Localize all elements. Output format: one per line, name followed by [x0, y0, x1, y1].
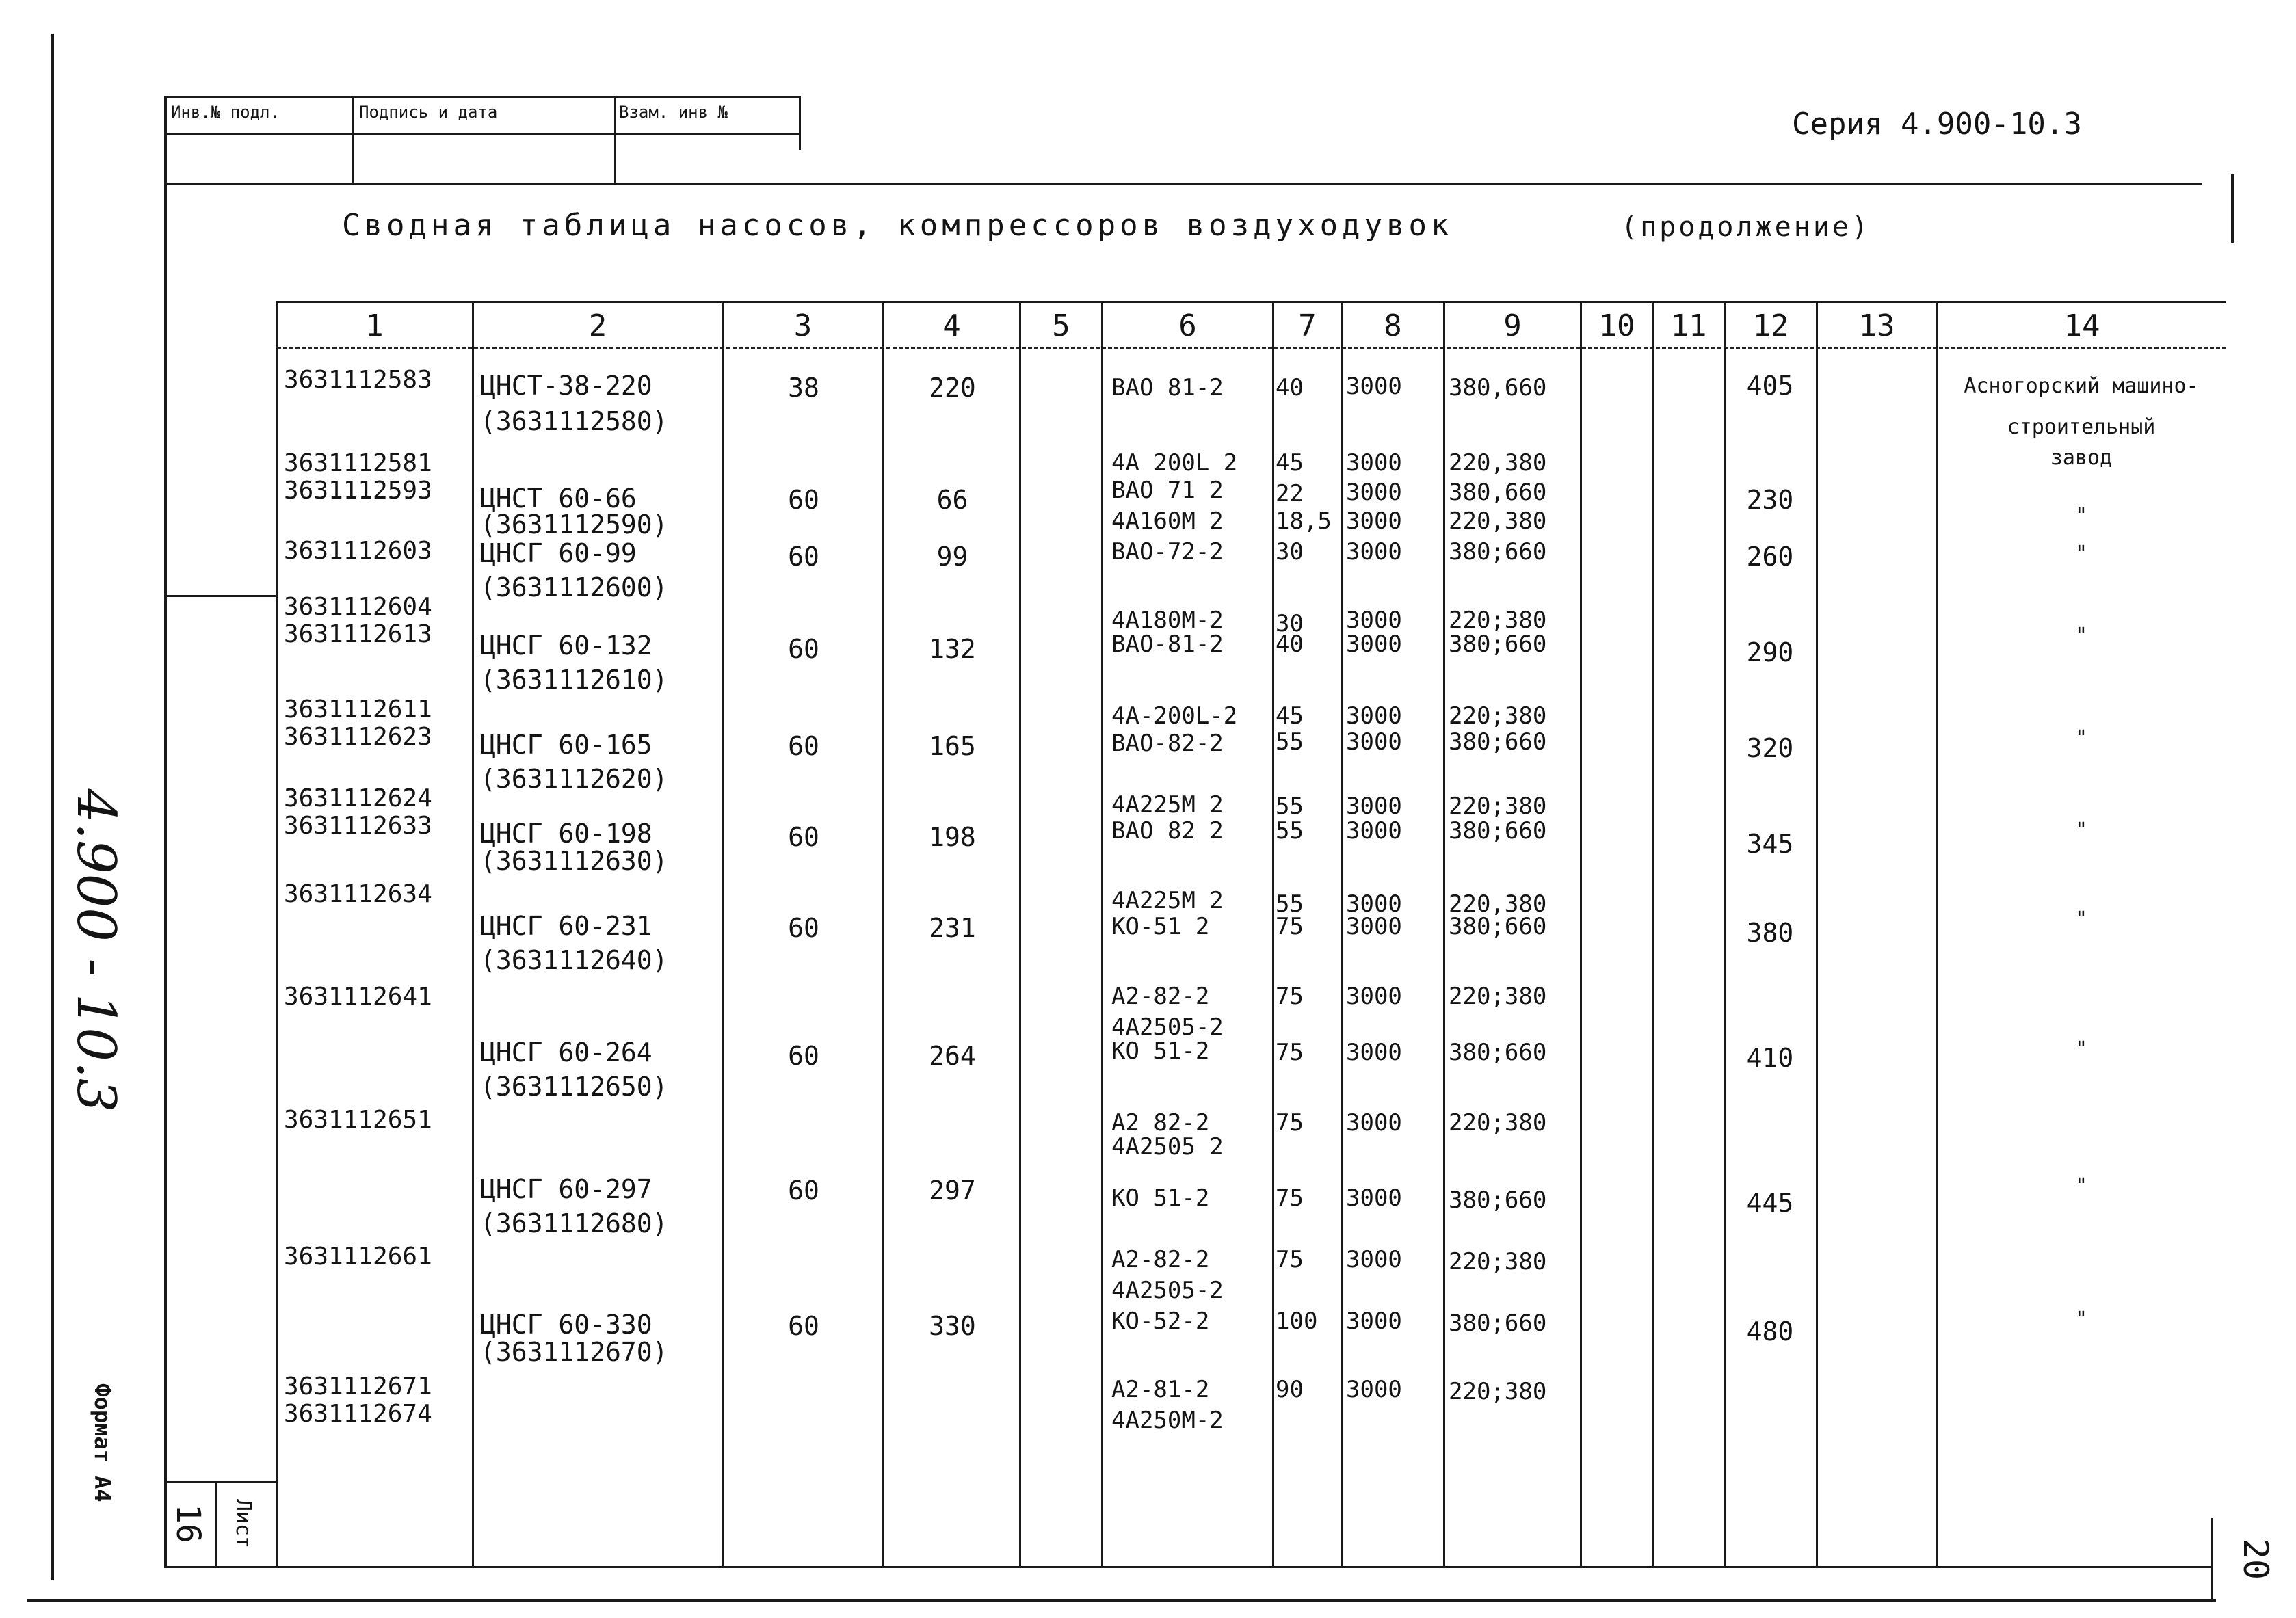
cell-mass: 260	[1746, 542, 1794, 572]
cell-voltage: 220;380	[1449, 702, 1547, 730]
col-sep-9	[1580, 301, 1582, 1566]
cell-motor: КО 51-2	[1111, 1184, 1210, 1212]
cell-motor: ВАО 82 2	[1111, 817, 1224, 845]
cell-mass: 230	[1746, 485, 1794, 515]
cell-pump-model: ЦНСГ 60-297	[480, 1174, 652, 1204]
cell-capacity: 60	[788, 542, 819, 572]
cell-pump-model: ЦНСГ 60-264	[480, 1037, 652, 1067]
cell-capacity: 60	[788, 731, 819, 761]
cell-pump-model: ЦНСГ 60-231	[480, 911, 652, 941]
cell-head: 66	[936, 485, 968, 515]
col-sep-7	[1341, 301, 1343, 1566]
cell-rpm: 3000	[1346, 373, 1402, 400]
cell-rpm: 3000	[1346, 817, 1402, 845]
col-sep-5	[1101, 301, 1103, 1566]
sheet-box-top	[164, 1481, 277, 1483]
cell-motor: 4А2505-2	[1111, 1277, 1224, 1304]
cell-power: 40	[1276, 631, 1304, 658]
cell-motor: ВАО-72-2	[1111, 538, 1224, 566]
cell-motor: ВАО 71 2	[1111, 477, 1224, 504]
cell-mass: 320	[1746, 733, 1794, 763]
cell-motor: А2 82-2	[1111, 1109, 1210, 1137]
cell-pump-model: (3631112670)	[480, 1337, 668, 1367]
cell-code: 3631112671	[284, 1372, 432, 1401]
stamp-box-bottom	[164, 183, 2202, 185]
sheet-box-sep	[215, 1481, 217, 1566]
cell-voltage: 220;380	[1449, 983, 1547, 1010]
cell-voltage: 220;380	[1449, 1109, 1547, 1137]
cell-code: 3631112661	[284, 1243, 432, 1271]
col-sep-12	[1816, 301, 1818, 1566]
cell-power: 30	[1276, 610, 1304, 637]
cell-pump-model: ЦНСГ 60-99	[480, 538, 637, 568]
cell-code: 3631112593	[284, 477, 432, 505]
cell-capacity: 60	[788, 913, 819, 943]
cell-mass: 380	[1746, 918, 1794, 948]
cell-code: 3631112624	[284, 784, 432, 812]
cell-head: 99	[936, 542, 968, 572]
cell-motor: А2-82-2	[1111, 1246, 1210, 1273]
cell-code: 3631112613	[284, 620, 432, 648]
cell-rpm: 3000	[1346, 449, 1402, 477]
cell-mass: 445	[1746, 1188, 1794, 1218]
cell-capacity: 60	[788, 1041, 819, 1071]
cell-motor: 4А160М 2	[1111, 507, 1224, 535]
cell-mass: 405	[1746, 371, 1794, 401]
cell-manufacturer: завод	[2050, 446, 2113, 470]
cell-rpm: 3000	[1346, 890, 1402, 918]
cell-code: 3631112623	[284, 723, 432, 751]
frame-right	[2231, 174, 2234, 243]
page-title-note: (продолжение)	[1621, 211, 1871, 243]
col-header-11: 11	[1670, 308, 1707, 343]
cell-voltage: 220;380	[1449, 607, 1547, 634]
col-header-1: 1	[365, 308, 384, 343]
cell-rpm: 3000	[1346, 479, 1402, 506]
page-title: Сводная таблица насосов, компрессоров воздуходувок	[342, 208, 1453, 243]
stamp-sep-2	[614, 96, 616, 185]
cell-rpm: 3000	[1346, 983, 1402, 1010]
cell-pump-model: (3631112590)	[480, 509, 668, 540]
cell-code: 3631112674	[284, 1400, 432, 1428]
table-bottom	[277, 1566, 2213, 1568]
table-top	[277, 301, 2226, 303]
col-header-12: 12	[1752, 308, 1789, 343]
cell-code: 3631112641	[284, 983, 432, 1011]
col-sep-11	[1724, 301, 1726, 1566]
cell-motor: 4А250М-2	[1111, 1407, 1224, 1434]
cell-power: 40	[1276, 374, 1304, 401]
cell-voltage: 220,380	[1449, 507, 1547, 535]
cell-voltage: 220,380	[1449, 449, 1547, 477]
stamp-box-left	[164, 96, 167, 1566]
cell-head: 220	[929, 373, 976, 403]
cell-power: 55	[1276, 817, 1304, 845]
cell-power: 45	[1276, 702, 1304, 730]
cell-code: 3631112603	[284, 537, 432, 565]
stamp-box-mid	[164, 133, 800, 135]
cell-rpm: 3000	[1346, 1184, 1402, 1212]
cell-voltage: 380;660	[1449, 538, 1547, 566]
cell-manufacturer: "	[2074, 819, 2088, 843]
cell-power: 75	[1276, 983, 1304, 1010]
cell-power: 75	[1276, 1246, 1304, 1273]
cell-voltage: 220;380	[1449, 793, 1547, 820]
side-block-top	[164, 595, 277, 597]
cell-manufacturer: строительный	[2007, 415, 2156, 439]
cell-rpm: 3000	[1346, 631, 1402, 658]
col-header-5: 5	[1052, 308, 1070, 343]
cell-rpm: 3000	[1346, 1109, 1402, 1137]
cell-rpm: 3000	[1346, 538, 1402, 566]
cell-pump-model: ЦНСТ-38-220	[480, 371, 652, 401]
cell-code: 3631112651	[284, 1106, 432, 1134]
page-bottom-line	[27, 1599, 2216, 1602]
cell-power: 90	[1276, 1376, 1304, 1403]
cell-voltage: 220;380	[1449, 1248, 1547, 1275]
cell-head: 297	[929, 1176, 976, 1206]
cell-head: 231	[929, 913, 976, 943]
cell-rpm: 3000	[1346, 728, 1402, 756]
cell-rpm: 3000	[1346, 1039, 1402, 1066]
cell-motor: КО 51-2	[1111, 1037, 1210, 1065]
col-sep-3	[882, 301, 884, 1566]
cell-power: 22	[1276, 480, 1304, 507]
cell-manufacturer: "	[2074, 1037, 2088, 1061]
table-header-underline	[277, 347, 2226, 349]
binding-margin-line	[51, 34, 54, 1580]
cell-power: 75	[1276, 913, 1304, 940]
cell-motor: ВАО 81-2	[1111, 374, 1224, 401]
cell-rpm: 3000	[1346, 913, 1402, 940]
stamp-box-top	[164, 96, 800, 98]
cell-power: 75	[1276, 1109, 1304, 1137]
cell-pump-model: (3631112620)	[480, 764, 668, 794]
sheet-number: 16	[169, 1504, 207, 1543]
cell-pump-model: (3631112650)	[480, 1072, 668, 1102]
cell-power: 55	[1276, 728, 1304, 756]
cell-code: 3631112634	[284, 880, 432, 908]
cell-capacity: 60	[788, 1311, 819, 1341]
cell-mass: 410	[1746, 1043, 1794, 1073]
cell-manufacturer: "	[2074, 504, 2088, 528]
cell-manufacturer: "	[2074, 726, 2088, 750]
cell-head: 198	[929, 822, 976, 852]
cell-pump-model: ЦНСГ 60-165	[480, 730, 652, 760]
cell-pump-model: (3631112640)	[480, 945, 668, 975]
cell-code: 3631112604	[284, 593, 432, 621]
col-header-9: 9	[1503, 308, 1522, 343]
side-block-right	[276, 301, 278, 1566]
cell-pump-model: ЦНСГ 60-330	[480, 1310, 652, 1340]
cell-voltage: 380,660	[1449, 479, 1547, 506]
sheet-label: Лист	[231, 1498, 255, 1549]
cell-voltage: 380;660	[1449, 1310, 1547, 1337]
cell-voltage: 380;660	[1449, 1186, 1547, 1214]
cell-power: 30	[1276, 538, 1304, 566]
cell-code: 3631112583	[284, 366, 432, 394]
cell-motor: КО-51 2	[1111, 913, 1210, 940]
cell-motor: ВАО-81-2	[1111, 631, 1224, 658]
cell-rpm: 3000	[1346, 702, 1402, 730]
col-sep-13	[1936, 301, 1938, 1566]
cell-manufacturer: "	[2074, 1174, 2088, 1198]
stamp-signature-date: Подпись и дата	[359, 103, 498, 122]
cell-motor: 4А2505-2	[1111, 1013, 1224, 1041]
cell-capacity: 60	[788, 634, 819, 664]
cell-manufacturer: "	[2074, 542, 2088, 566]
cell-code: 3631112611	[284, 695, 432, 724]
col-header-4: 4	[942, 308, 961, 343]
col-header-6: 6	[1178, 308, 1197, 343]
cell-power: 100	[1276, 1308, 1318, 1335]
cell-code: 3631112581	[284, 449, 432, 477]
col-header-10: 10	[1598, 308, 1635, 343]
cell-voltage: 380;660	[1449, 817, 1547, 845]
cell-motor: КО-52-2	[1111, 1308, 1210, 1335]
cell-manufacturer: Асногорский машино-	[1964, 374, 2199, 398]
cell-capacity: 60	[788, 485, 819, 515]
cell-motor: 4А225М 2	[1111, 791, 1224, 819]
cell-voltage: 380,660	[1449, 374, 1547, 401]
col-header-3: 3	[793, 308, 813, 343]
cell-pump-model: (3631112600)	[480, 572, 668, 602]
cell-manufacturer: "	[2074, 1308, 2088, 1331]
cell-manufacturer: "	[2074, 624, 2088, 648]
col-header-8: 8	[1384, 308, 1402, 343]
cell-manufacturer: "	[2074, 907, 2088, 931]
cell-mass: 290	[1746, 637, 1794, 667]
cell-power: 55	[1276, 793, 1304, 820]
col-sep-6	[1272, 301, 1274, 1566]
cell-motor: А2-81-2	[1111, 1376, 1210, 1403]
cell-power: 75	[1276, 1039, 1304, 1066]
stamp-inv-no: Инв.№ подл.	[171, 103, 280, 122]
stamp-sep-1	[352, 96, 354, 185]
cell-power: 75	[1276, 1184, 1304, 1212]
col-sep-8	[1443, 301, 1445, 1566]
stamp-replaced-inv: Взам. инв №	[619, 103, 728, 122]
cell-power: 55	[1276, 890, 1304, 918]
col-sep-2	[722, 301, 724, 1566]
cell-capacity: 38	[788, 373, 819, 403]
cell-mass: 480	[1746, 1316, 1794, 1347]
cell-pump-model: (3631112580)	[480, 406, 668, 436]
col-sep-4	[1019, 301, 1021, 1566]
cell-pump-model: ЦНСГ 60-198	[480, 819, 652, 849]
cell-head: 264	[929, 1041, 976, 1071]
series-label: Серия 4.900-10.3	[1792, 107, 2082, 142]
cell-rpm: 3000	[1346, 793, 1402, 820]
cell-motor: 4А2505 2	[1111, 1133, 1224, 1161]
cell-capacity: 60	[788, 822, 819, 852]
cell-head: 132	[929, 634, 976, 664]
cell-voltage: 380;660	[1449, 913, 1547, 940]
cell-rpm: 3000	[1346, 1308, 1402, 1335]
col-sep-10	[1652, 301, 1654, 1566]
cell-motor: 4А225М 2	[1111, 887, 1224, 914]
cell-code: 3631112633	[284, 812, 432, 840]
cell-motor: 4А-200L-2	[1111, 702, 1238, 730]
cell-voltage: 380;660	[1449, 728, 1547, 756]
cell-motor: 4А180М-2	[1111, 607, 1224, 634]
cell-rpm: 3000	[1346, 507, 1402, 535]
cell-pump-model: (3631112630)	[480, 846, 668, 876]
cell-motor: ВАО-82-2	[1111, 730, 1224, 757]
cell-pump-model: (3631112610)	[480, 665, 668, 695]
col-header-13: 13	[1858, 308, 1895, 343]
cell-voltage: 220;380	[1449, 1378, 1547, 1405]
cell-mass: 345	[1746, 829, 1794, 859]
cell-rpm: 3000	[1346, 1376, 1402, 1403]
cell-voltage: 220,380	[1449, 890, 1547, 918]
col-header-7: 7	[1298, 308, 1317, 343]
cell-pump-model: ЦНСГ 60-132	[480, 631, 652, 661]
doc-code-vertical: 4.900 - 10.3	[65, 788, 127, 1113]
cell-head: 165	[929, 731, 976, 761]
cell-head: 330	[929, 1311, 976, 1341]
stamp-sep-3	[799, 96, 801, 150]
cell-voltage: 380;660	[1449, 1039, 1547, 1066]
col-header-14: 14	[2063, 308, 2100, 343]
cell-rpm: 3000	[1346, 607, 1402, 634]
page-number: 20	[2236, 1538, 2275, 1580]
cell-power: 45	[1276, 449, 1304, 477]
frame-right-lower	[2211, 1518, 2213, 1600]
cell-pump-model: (3631112680)	[480, 1208, 668, 1238]
cell-pump-model: ЦНСТ 60-66	[480, 483, 637, 514]
cell-rpm: 3000	[1346, 1246, 1402, 1273]
cell-motor: А2-82-2	[1111, 983, 1210, 1010]
col-sep-1	[472, 301, 474, 1566]
cell-voltage: 380;660	[1449, 631, 1547, 658]
format-label: Формат А4	[90, 1383, 116, 1502]
cell-motor: 4А 200L 2	[1111, 449, 1238, 477]
cell-power: 18,5	[1276, 507, 1332, 535]
cell-capacity: 60	[788, 1176, 819, 1206]
col-header-2: 2	[588, 308, 607, 343]
